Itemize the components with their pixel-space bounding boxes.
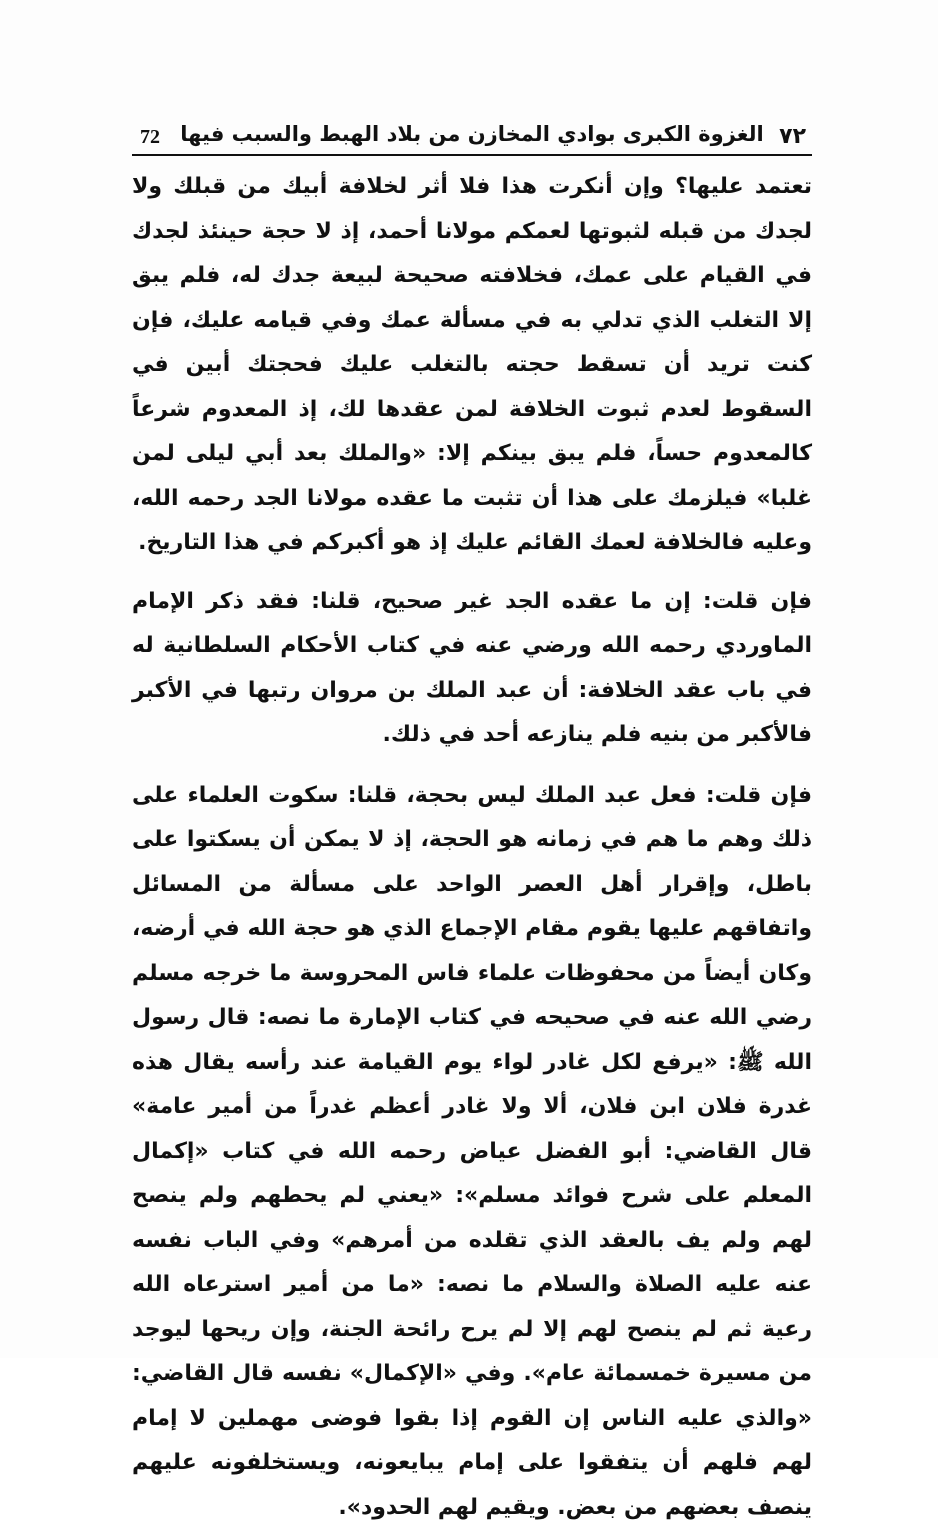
commentary-quote: «يعني لم يحطهم ولم ينصح لهم ولم يف بالعقد الذي تقلده من أمرهم»	[132, 1183, 812, 1253]
page-number-latin: 72	[140, 126, 160, 149]
page-number-arabic: ٧٢	[779, 124, 806, 149]
paragraph: فإن قلت: إن ما عقده الجد غير صحيح، قلنا: فقد ذكر الإمام الماوردي رحمه الله ورضي عنه في كتاب الأحكام السلطانية له في باب عقد الخلافة: أن عبد الملك بن مروان رتبها في الأكبر فالأكبر من بنيه فلم ينازعه أحد في ذلك.	[132, 580, 812, 758]
running-header	[132, 118, 812, 154]
body-text	[132, 165, 812, 1530]
header-rule	[132, 154, 812, 156]
paragraph-text: وفي الباب نفسه عنه عليه الصلاة والسلام ما نصه:	[132, 1228, 812, 1298]
running-title: الغزوة الكبرى بوادي المخازن من بلاد الهبط والسبب فيها	[132, 122, 812, 146]
paragraph-text: فإن قلت: فعل عبد الملك ليس بحجة، قلنا: سكوت العلماء على ذلك وهم ما هم في زمانه هو الحجة، إذ لا يمكن أن يسكتوا على باطل، وإقرار أهل العصر الواحد على مسألة من المسائل واتفاقهم عليها يقوم مقام الإجماع الذي هو حجة الله في أرضه، وكان أيضاً من محفوظات علماء فاس المحروسة ما خرجه مسلم رضي الله عنه في صحيحه في كتاب الإمارة ما نصه: قال رسول الله ﷺ:	[132, 783, 812, 1075]
paragraph-text: . وفي «الإكمال» نفسه قال القاضي: «والذي عليه الناس إن القوم إذا بقوا فوضى مهملين لا إمام لهم فلهم أن يتفقوا على إمام يبايعونه، ويستخلفونه عليهم ينصف بعضهم من بعض. ويقيم لهم الحدود».	[132, 1361, 812, 1520]
paragraph: تعتمد عليها؟ وإن أنكرت هذا فلا أثر لخلافة أبيك من قبلك ولا لجدك من قبله لثبوتها لعمكم مولانا أحمد، إذ لا حجة حينئذ لجدك في القيام على عمك، فخلافته صحيحة لبيعة جدك له، فلم يبق إلا التغلب الذي تدلي به في مسألة عمك وفي قيامه عليك، فإن كنت تريد أن تسقط حجته بالتغلب عليك فحجتك أبين في السقوط لعدم ثبوت الخلافة لمن عقدها لك، إذ المعدوم شرعاً كالمعدوم حساً، فلم يبق بينكم إلا: «والملك بعد أبي ليلى لمن غلبا» فيلزمك على هذا أن تثبت ما عقده مولانا الجد رحمه الله، وعليه فالخلافة لعمك القائم عليك إذ هو أكبركم في هذا التاريخ.	[132, 165, 812, 566]
paragraph	[132, 774, 812, 1530]
paragraph-text: قال القاضي: أبو الفضل عياض رحمه الله في كتاب «إكمال المعلم على شرح فوائد مسلم»:	[132, 1139, 812, 1209]
hadith-quote: «ما من أمير استرعاه الله رعية ثم لم ينصح لهم إلا لم يرح رائحة الجنة، وإن ريحها ليوجد من مسيرة خمسمائة عام»	[132, 1272, 812, 1386]
hadith-quote: «يرفع لكل غادر لواء يوم القيامة عند رأسه يقال هذه غدرة فلان ابن فلان، ألا ولا غادر أعظم غدراً من أمير عامة»	[132, 1050, 812, 1120]
